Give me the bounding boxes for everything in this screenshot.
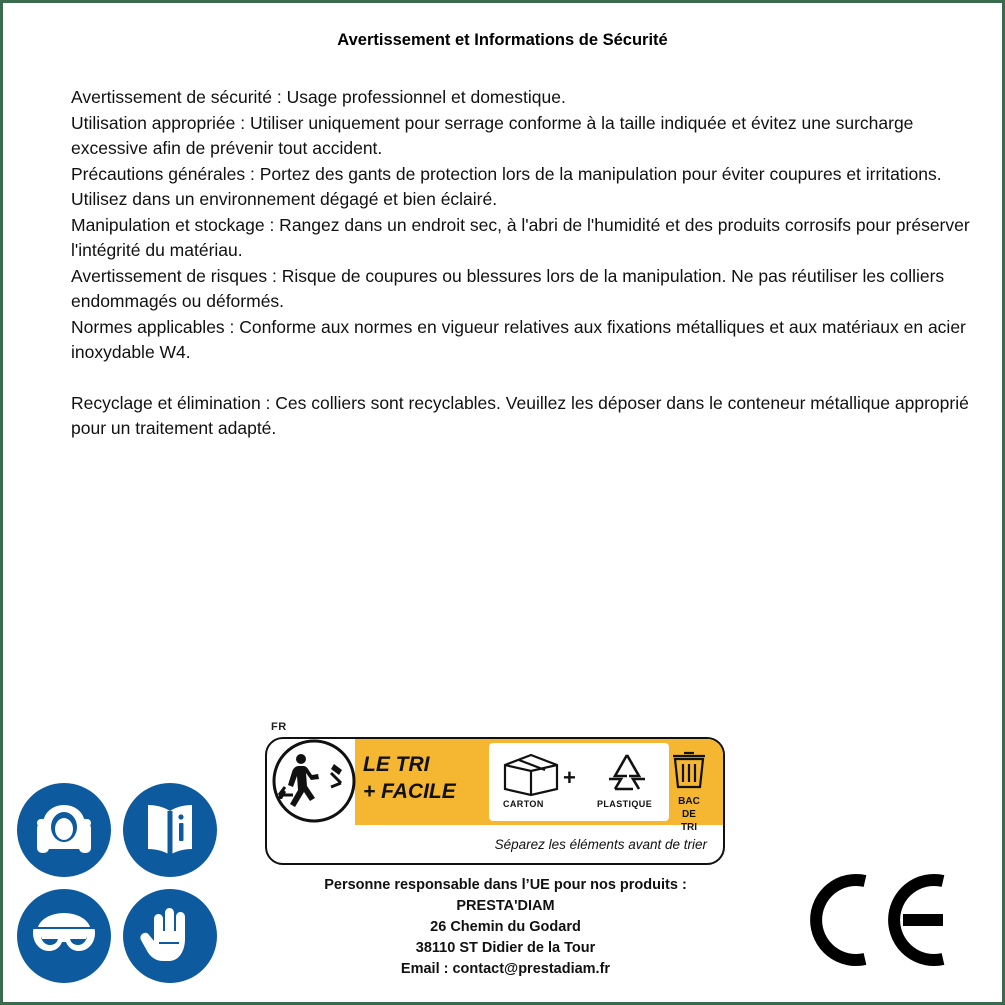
paragraph-risk-warning: Avertissement de risques : Risque de coupures ou blessures lors de la manipulation. Ne pas réutiliser les colliers endommagés ou déformés.: [71, 265, 945, 311]
read-instructions-icon: [123, 783, 217, 877]
ear-protection-icon: [17, 783, 111, 877]
recycling-slogan: [363, 751, 493, 805]
sorting-bin-block: [657, 747, 721, 833]
responsible-street: 26 Chemin du Godard: [430, 919, 581, 935]
ce-mark-icon: [803, 865, 953, 980]
recycling-footer-note: Séparez les éléments avant de trier: [494, 836, 707, 852]
pictogram-row-top: [17, 783, 227, 877]
materials-card: [489, 743, 669, 821]
recycling-slogan-line1: LE TRI: [363, 753, 430, 776]
paragraph-appropriate-use: Utilisation appropriée : Utiliser uniquement pour serrage conforme à la taille indiquée et évitez une surcharge excessive afin de prévenir tout accident.: [71, 112, 914, 158]
mobius-recycle-icon: [599, 749, 655, 797]
country-code-label: FR: [271, 721, 287, 733]
responsible-heading: Personne responsable dans l’UE pour nos produits :: [324, 877, 687, 893]
bin-label-line2: DE: [682, 809, 696, 820]
paragraph-recycling: Recyclage et élimination : Ces colliers sont recyclables. Veuillez les déposer dans le conteneur métallique approprié pour un traitement adapté.: [71, 392, 969, 438]
page-title: Avertissement et Informations de Sécurité: [337, 31, 668, 49]
paragraph-applicable-standards: Normes applicables : Conforme aux normes en vigueur relatives aux fixations métalliques et aux matériaux en acier inoxydable W4.: [71, 316, 966, 362]
bin-label-line3: TRI: [680, 822, 698, 833]
paragraph-handling-storage: Manipulation et stockage : Rangez dans un endroit sec, à l'abri de l'humidité et des produits corrosifs pour préserver l'intégrité du matériau.: [71, 214, 970, 260]
recycling-slogan-line2: + FACILE: [363, 780, 456, 803]
safety-text-block: [71, 85, 971, 442]
carton-label: CARTON: [503, 799, 544, 809]
paragraph-safety-warning: Avertissement de sécurité : Usage professionnel et domestique.: [71, 87, 566, 107]
plus-separator: +: [563, 765, 576, 790]
triman-logo-icon: [271, 739, 357, 825]
recycling-banner: [265, 721, 721, 861]
bin-label-line1: BAC: [678, 796, 700, 807]
carton-box-icon: [499, 749, 563, 797]
responsible-company: PRESTA'DIAM: [456, 898, 555, 914]
paragraph-general-precautions: Précautions générales : Portez des gants de protection lors de la manipulation pour éviter coupures et irritations. Utilisez dans un environnement dégagé et bien éclairé.: [71, 163, 942, 209]
plastique-label: PLASTIQUE: [597, 799, 653, 809]
recycling-banner-box: [265, 737, 725, 865]
trash-bin-icon: [667, 749, 711, 789]
responsible-email: Email : contact@prestadiam.fr: [400, 961, 611, 977]
responsible-city: 38110 ST Didier de la Tour: [415, 940, 596, 956]
